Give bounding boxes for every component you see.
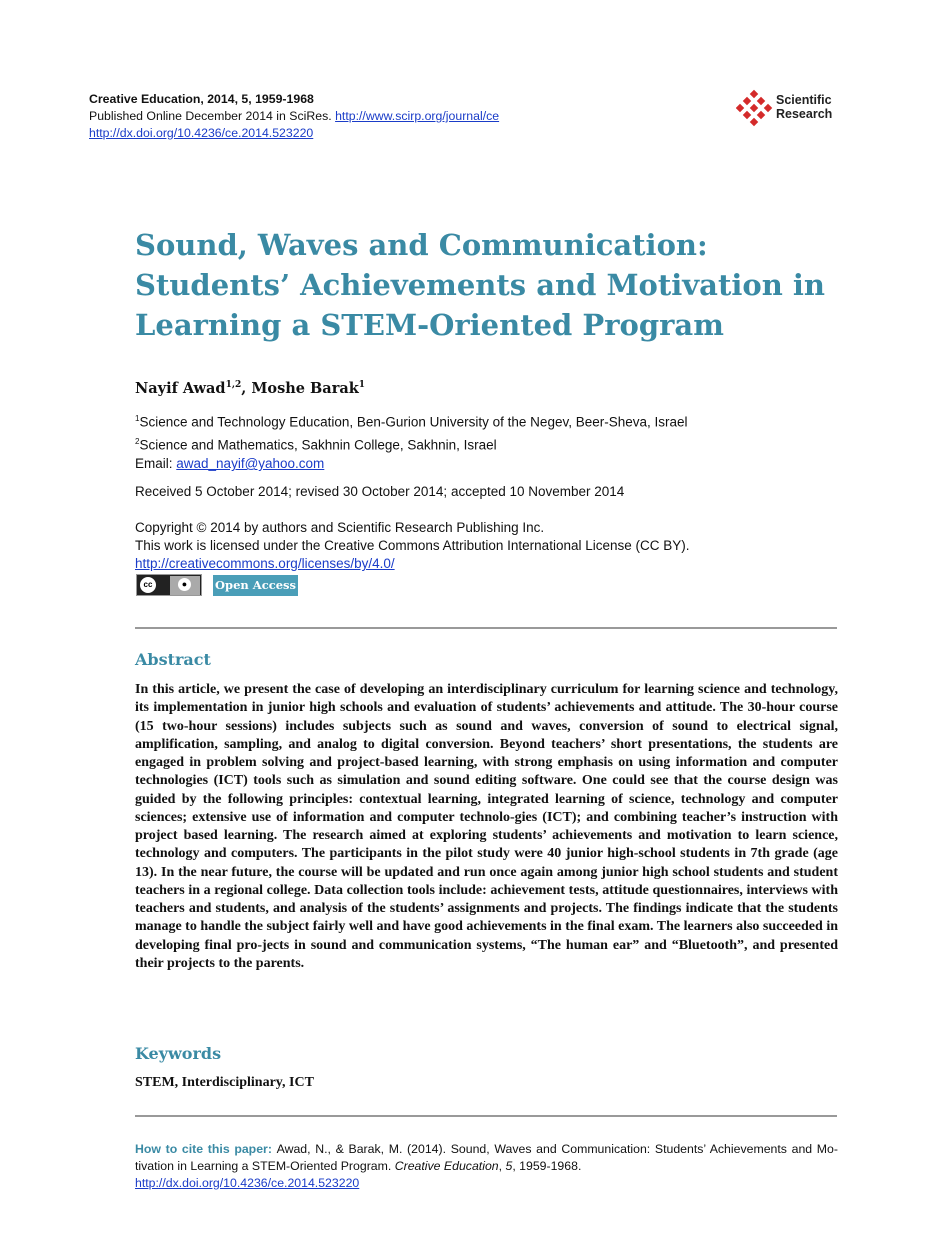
email-label: Email: (135, 456, 177, 471)
email-line (135, 454, 688, 473)
license-line: This work is licensed under the Creative Commons Attribution International License (CC BY). (135, 538, 690, 553)
citation-block (135, 1141, 838, 1192)
author-list (135, 380, 365, 397)
author-name: Moshe Barak (251, 380, 359, 397)
cc-icon: cc (140, 577, 156, 593)
license-link[interactable]: http://creativecommons.org/licenses/by/4.0/ (135, 556, 395, 571)
author-affil-sup: 1 (358, 380, 366, 391)
email-link[interactable]: awad_nayif@yahoo.com (176, 456, 325, 471)
divider (135, 627, 837, 629)
published-text: Published Online December 2014 in SciRes. (89, 109, 332, 123)
affil-sup: 1 (135, 414, 140, 423)
citation-sep: , (498, 1159, 506, 1173)
affil-text: Science and Mathematics, Sakhnin College, Sakhnin, Israel (139, 437, 497, 452)
copyright-line: Copyright © 2014 by authors and Scientific Research Publishing Inc. (135, 520, 545, 535)
abstract-text: In this article, we present the case of developing an interdisciplinary curriculum for learning science and technology, its implementation in junior high schools and evaluation of students’ achievements and attitude. The 30-hour course (15 two-hour sessions) includes subjects such as sound and waves, conversion of sound to electrical signal, amplification, sampling, and analog to digital conversion. Beyond teachers’ short presentations, the students are engaged in problem solving and project-based learning, with strong emphasis on using information and computer technologies (ICT) tools such as simulation and sound editing software. One could see that the course design was guided by the following principles: contextual learning, integrated learning of science, technology and computer sciences; extensive use of information and computer technolo-gies (ICT); and combining teacher’s instruction with project based learning. The research aimed at exploring students’ achievements and motivation to learn science, technology and computers. The participants in the pilot study were 40 junior high-school students in 7th grade (age 13). In the near future, the course will be updated and run once again among junior high school students and student teachers in a regional college. Data collection tools include: achievement tests, attitude questionnaires, interviews with teachers and students, and analysis of the students’ assignments and projects. The findings indicate that the students manage to handle the subject fairly well and have good achievements in the final exam. The learners also succeeded in developing final pro-jects in sound and communication systems, “The human ear” and “Bluetooth”, and presented their projects to the parents. (135, 682, 838, 971)
scientific-research-logo (736, 89, 846, 127)
published-line (89, 108, 499, 125)
logo-diamond-icon (736, 89, 774, 127)
citation-text: Awad, N., & Barak, M. (2014). Sound, Waves and Communication: Students’ Achievements and Mo-tivation in Learning a STEM-Oriented Program. (135, 1142, 838, 1173)
by-icon (170, 576, 200, 595)
keywords-text: STEM, Interdisciplinary, ICT (135, 1075, 314, 1090)
journal-link[interactable]: http://www.scirp.org/journal/ce (335, 109, 500, 123)
open-access-badge: Open Access (213, 575, 298, 596)
keywords-heading: Keywords (135, 1044, 222, 1063)
header-block (89, 91, 499, 142)
abstract-heading: Abstract (135, 650, 211, 669)
person-icon: ● (178, 578, 191, 591)
citation-volume: 5 (505, 1159, 513, 1173)
paper-title: Sound, Waves and Communication: Students’ Achievements and Motivation in Learning a STEM-Oriented Program (135, 228, 825, 342)
citation-pages: , 1959-1968. (512, 1159, 582, 1173)
divider (135, 1115, 837, 1117)
affiliation-2 (135, 432, 688, 455)
affil-sup: 2 (135, 436, 140, 446)
doi-link[interactable]: http://dx.doi.org/10.4236/ce.2014.523220 (89, 126, 314, 140)
citation-label: How to cite this paper: (135, 1142, 277, 1156)
author-separator: , (241, 380, 252, 397)
cc-by-icon[interactable] (136, 574, 202, 596)
author-affil-sup: 1,2 (225, 380, 242, 391)
logo-text (776, 93, 832, 121)
affiliation-1 (135, 409, 688, 432)
logo-line2: Research (776, 107, 833, 121)
affiliations (135, 409, 688, 473)
citation-doi-link[interactable]: http://dx.doi.org/10.4236/ce.2014.523220 (135, 1176, 360, 1190)
received-dates: Received 5 October 2014; revised 30 October 2014; accepted 10 November 2014 (135, 484, 625, 499)
citation-journal: Creative Education (394, 1159, 499, 1173)
author-name: Nayif Awad (135, 380, 226, 397)
copyright-block (135, 519, 690, 573)
journal-info: Creative Education, 2014, 5, 1959-1968 (89, 92, 314, 106)
affil-text: Science and Technology Education, Ben-Gurion University of the Negev, Beer-Sheva, Israel (139, 414, 688, 430)
logo-line1: Scientific (776, 93, 832, 107)
